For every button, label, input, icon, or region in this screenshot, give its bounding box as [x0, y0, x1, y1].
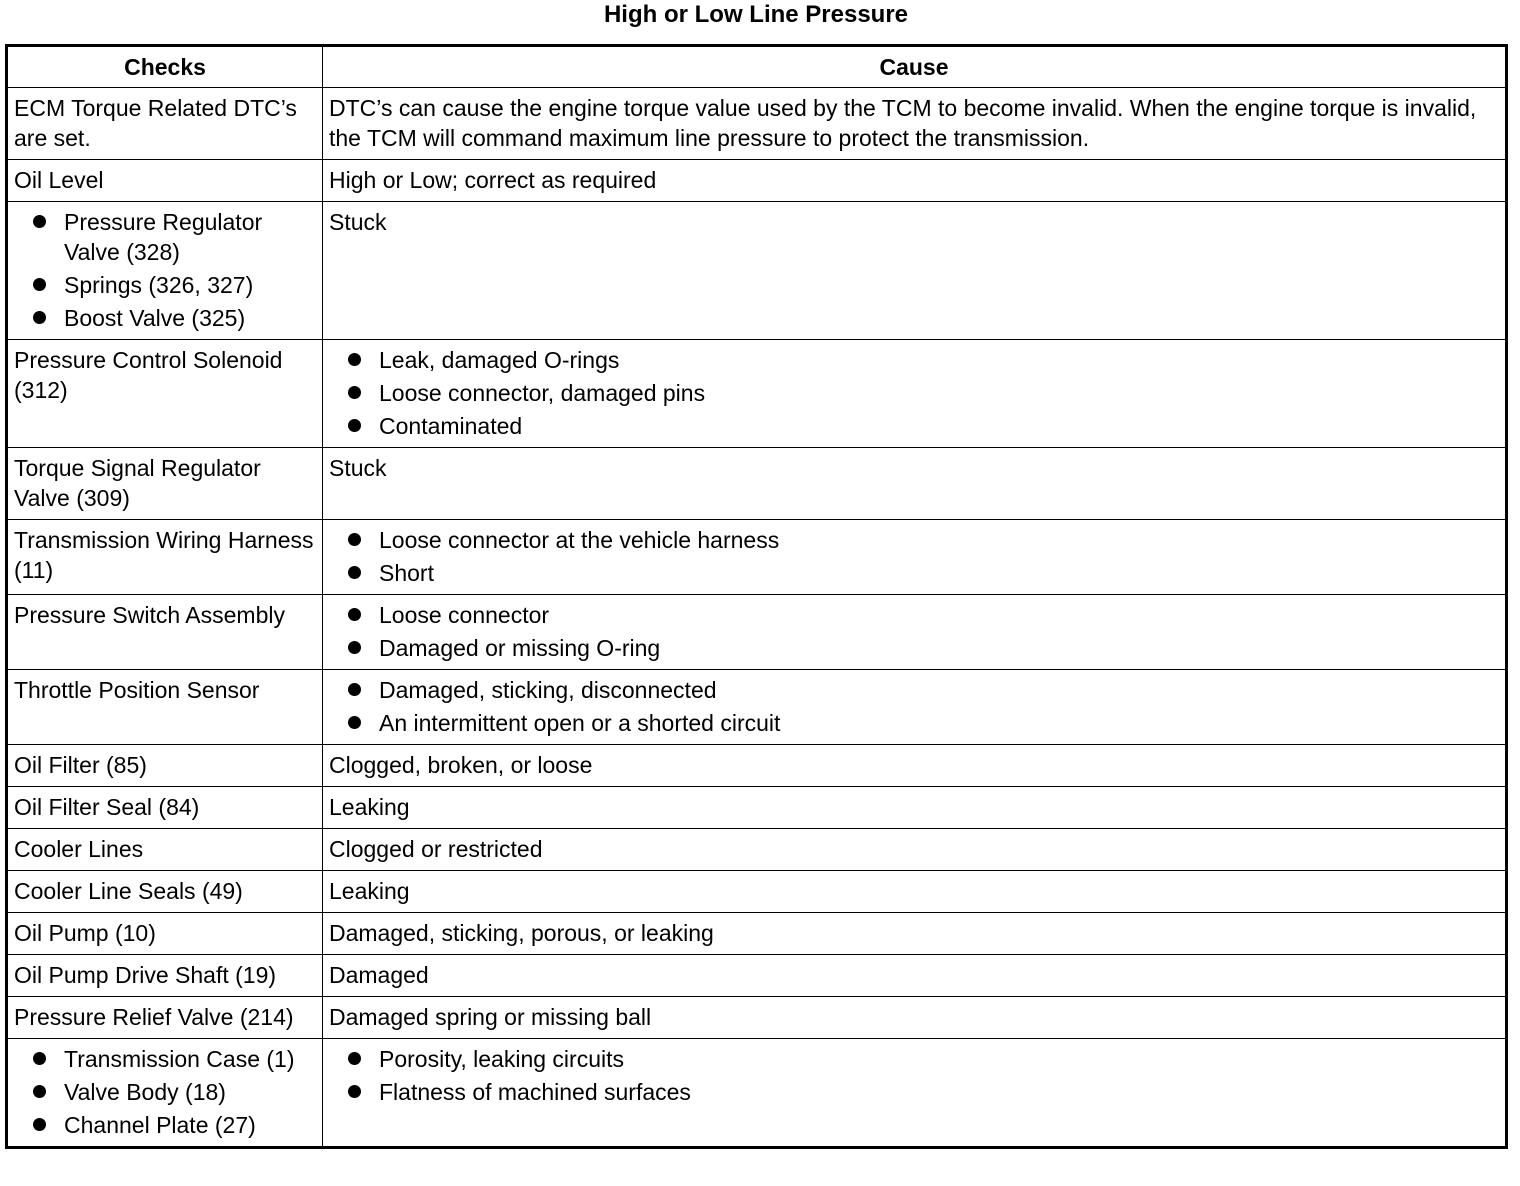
- check-cell: Transmission Wiring Harness (11): [7, 520, 323, 595]
- cause-cell: Damaged: [323, 955, 1507, 997]
- cause-cell: Clogged, broken, or loose: [323, 745, 1507, 787]
- table-row: [7, 1039, 1507, 1148]
- check-cell: Oil Filter Seal (84): [7, 787, 323, 829]
- bullet-item: Flatness of machined surfaces: [329, 1077, 1499, 1107]
- table-row: [7, 88, 1507, 160]
- table-row: [7, 160, 1507, 202]
- cause-cell: Leaking: [323, 787, 1507, 829]
- bullet-item: Loose connector at the vehicle harness: [329, 525, 1499, 555]
- bullet-item: Transmission Case (1): [14, 1044, 316, 1074]
- bullet-item: Porosity, leaking circuits: [329, 1044, 1499, 1074]
- cause-cell: Damaged spring or missing ball: [323, 997, 1507, 1039]
- table-row: [7, 595, 1507, 670]
- checks-header: Checks: [7, 46, 323, 88]
- check-cell: Pressure Relief Valve (214): [7, 997, 323, 1039]
- bullet-item: Loose connector: [329, 600, 1499, 630]
- diagnostic-table: [5, 44, 1508, 1149]
- table-body: [7, 88, 1507, 1148]
- bullet-item: Pressure Regulator Valve (328): [14, 207, 316, 267]
- table-row: [7, 448, 1507, 520]
- bullet-item: Damaged, sticking, disconnected: [329, 675, 1499, 705]
- table-row: [7, 913, 1507, 955]
- table-row: [7, 745, 1507, 787]
- cause-cell: [323, 520, 1507, 595]
- header-row: [7, 46, 1507, 88]
- cause-cell: [323, 595, 1507, 670]
- bullet-item: Contaminated: [329, 411, 1499, 441]
- check-bullet-list: [14, 207, 316, 333]
- cause-cell: [323, 1039, 1507, 1148]
- check-cell: Cooler Line Seals (49): [7, 871, 323, 913]
- cause-bullet-list: [329, 525, 1499, 588]
- table-row: [7, 997, 1507, 1039]
- bullet-item: An intermittent open or a shorted circuit: [329, 708, 1499, 738]
- table-row: [7, 520, 1507, 595]
- cause-cell: Stuck: [323, 202, 1507, 340]
- cause-cell: High or Low; correct as required: [323, 160, 1507, 202]
- check-cell: Throttle Position Sensor: [7, 670, 323, 745]
- cause-bullet-list: [329, 1044, 1499, 1107]
- check-bullet-list: [14, 1044, 316, 1140]
- cause-cell: Clogged or restricted: [323, 829, 1507, 871]
- bullet-item: Short: [329, 558, 1499, 588]
- bullet-item: Leak, damaged O-rings: [329, 345, 1499, 375]
- check-cell: Oil Pump Drive Shaft (19): [7, 955, 323, 997]
- cause-bullet-list: [329, 600, 1499, 663]
- cause-cell: [323, 340, 1507, 448]
- check-cell: Oil Level: [7, 160, 323, 202]
- table-row: [7, 871, 1507, 913]
- check-cell: Oil Filter (85): [7, 745, 323, 787]
- check-cell: ECM Torque Related DTC’s are set.: [7, 88, 323, 160]
- check-cell: Pressure Switch Assembly: [7, 595, 323, 670]
- cause-cell: [323, 670, 1507, 745]
- table-row: [7, 202, 1507, 340]
- check-cell: Pressure Control Solenoid (312): [7, 340, 323, 448]
- cause-cell: Stuck: [323, 448, 1507, 520]
- bullet-item: Valve Body (18): [14, 1077, 316, 1107]
- bullet-item: Boost Valve (325): [14, 303, 316, 333]
- table-row: [7, 829, 1507, 871]
- check-cell: [7, 1039, 323, 1148]
- check-cell: Torque Signal Regulator Valve (309): [7, 448, 323, 520]
- bullet-item: Loose connector, damaged pins: [329, 378, 1499, 408]
- cause-cell: Leaking: [323, 871, 1507, 913]
- cause-cell: Damaged, sticking, porous, or leaking: [323, 913, 1507, 955]
- bullet-item: Springs (326, 327): [14, 270, 316, 300]
- check-cell: Cooler Lines: [7, 829, 323, 871]
- table-row: [7, 787, 1507, 829]
- cause-header: Cause: [323, 46, 1507, 88]
- table-row: [7, 340, 1507, 448]
- cause-bullet-list: [329, 345, 1499, 441]
- page-title: High or Low Line Pressure: [603, 1, 909, 28]
- cause-cell: DTC’s can cause the engine torque value used by the TCM to become invalid. When the engine torque is invalid, the TCM will command maximum line pressure to protect the transmission.: [323, 88, 1507, 160]
- table-row: [7, 670, 1507, 745]
- table-row: [7, 955, 1507, 997]
- check-cell: [7, 202, 323, 340]
- check-cell: Oil Pump (10): [7, 913, 323, 955]
- bullet-item: Damaged or missing O-ring: [329, 633, 1499, 663]
- bullet-item: Channel Plate (27): [14, 1110, 316, 1140]
- cause-bullet-list: [329, 675, 1499, 738]
